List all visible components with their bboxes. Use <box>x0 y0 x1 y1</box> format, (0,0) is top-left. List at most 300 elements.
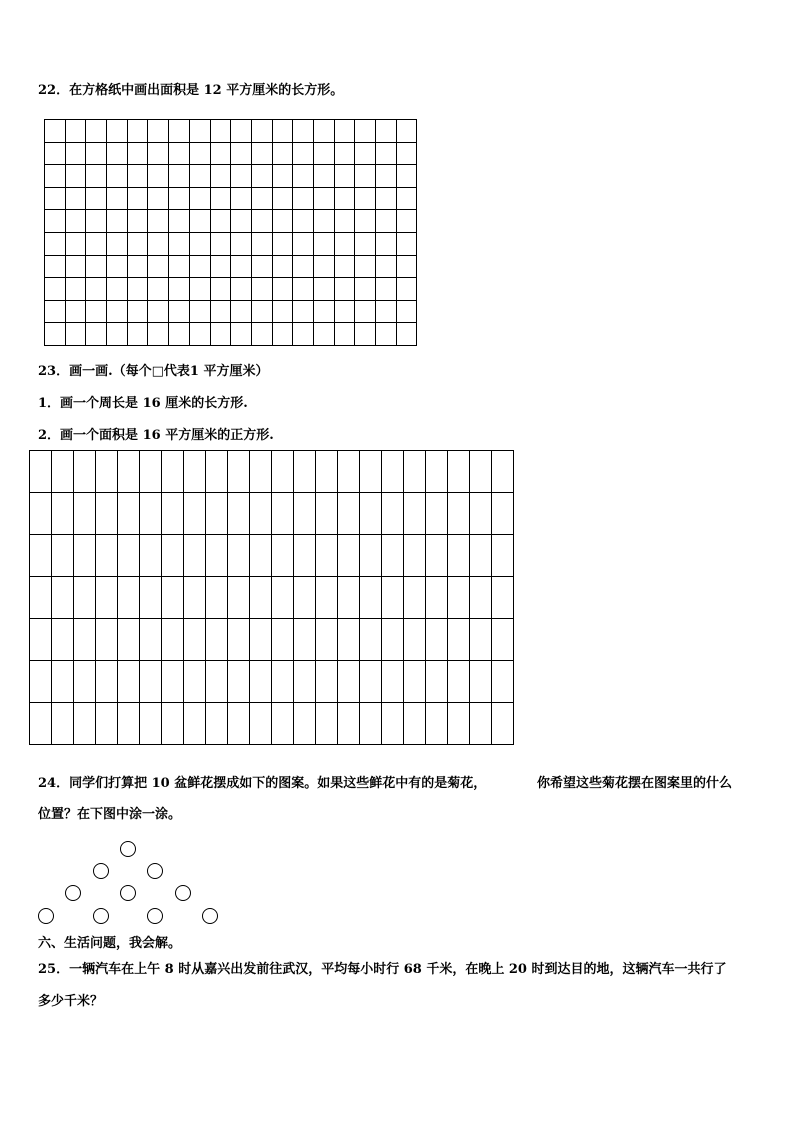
grid-cell[interactable] <box>293 300 314 323</box>
grid-cell[interactable] <box>86 278 107 301</box>
grid-cell[interactable] <box>334 165 355 188</box>
grid-cell[interactable] <box>360 535 382 577</box>
grid-cell[interactable] <box>140 577 162 619</box>
grid-cell[interactable] <box>272 255 293 278</box>
grid-cell[interactable] <box>107 120 128 143</box>
grid-cell[interactable] <box>376 187 397 210</box>
grid-cell[interactable] <box>96 577 118 619</box>
grid-cell[interactable] <box>45 165 66 188</box>
grid-cell[interactable] <box>140 619 162 661</box>
grid-cell[interactable] <box>184 619 206 661</box>
grid-cell[interactable] <box>251 300 272 323</box>
grid-cell[interactable] <box>396 300 417 323</box>
grid-cell[interactable] <box>334 120 355 143</box>
grid-cell[interactable] <box>189 232 210 255</box>
grid-cell[interactable] <box>210 165 231 188</box>
grid-cell[interactable] <box>210 210 231 233</box>
flower-pot-circle[interactable] <box>120 841 136 857</box>
grid-cell[interactable] <box>118 451 140 493</box>
grid-cell[interactable] <box>404 493 426 535</box>
grid-cell[interactable] <box>162 703 184 745</box>
grid-cell[interactable] <box>162 577 184 619</box>
grid-cell[interactable] <box>404 577 426 619</box>
grid-cell[interactable] <box>396 278 417 301</box>
grid-cell[interactable] <box>45 142 66 165</box>
grid-cell[interactable] <box>448 619 470 661</box>
grid-cell[interactable] <box>189 255 210 278</box>
grid-cell[interactable] <box>74 577 96 619</box>
grid-cell[interactable] <box>228 577 250 619</box>
grid-cell[interactable] <box>293 255 314 278</box>
grid-cell[interactable] <box>127 232 148 255</box>
grid-cell[interactable] <box>272 142 293 165</box>
grid-cell[interactable] <box>107 300 128 323</box>
grid-cell[interactable] <box>338 577 360 619</box>
grid-cell[interactable] <box>189 142 210 165</box>
grid-cell[interactable] <box>355 278 376 301</box>
flower-pot-circle[interactable] <box>147 908 163 924</box>
grid-cell[interactable] <box>334 142 355 165</box>
grid-cell[interactable] <box>360 619 382 661</box>
grid-cell[interactable] <box>470 493 492 535</box>
grid-cell[interactable] <box>169 210 190 233</box>
grid-cell[interactable] <box>313 323 334 346</box>
grid-cell[interactable] <box>118 703 140 745</box>
grid-cell[interactable] <box>316 661 338 703</box>
flower-pot-circle[interactable] <box>175 885 191 901</box>
grid-cell[interactable] <box>492 619 514 661</box>
grid-cell[interactable] <box>148 278 169 301</box>
grid-cell[interactable] <box>376 165 397 188</box>
grid-cell[interactable] <box>52 451 74 493</box>
flower-pot-circle[interactable] <box>147 863 163 879</box>
grid-cell[interactable] <box>316 451 338 493</box>
grid-cell[interactable] <box>118 619 140 661</box>
grid-cell[interactable] <box>492 493 514 535</box>
grid-cell[interactable] <box>96 661 118 703</box>
grid-cell[interactable] <box>470 619 492 661</box>
grid-cell[interactable] <box>355 255 376 278</box>
grid-cell[interactable] <box>294 535 316 577</box>
grid-cell[interactable] <box>250 577 272 619</box>
grid-cell[interactable] <box>360 661 382 703</box>
grid-cell[interactable] <box>272 300 293 323</box>
grid-cell[interactable] <box>251 323 272 346</box>
grid-cell[interactable] <box>184 451 206 493</box>
grid-cell[interactable] <box>448 493 470 535</box>
grid-cell[interactable] <box>294 493 316 535</box>
grid-cell[interactable] <box>189 165 210 188</box>
grid-cell[interactable] <box>355 165 376 188</box>
grid-cell[interactable] <box>360 451 382 493</box>
grid-cell[interactable] <box>52 703 74 745</box>
grid-cell[interactable] <box>294 661 316 703</box>
grid-cell[interactable] <box>210 232 231 255</box>
grid-cell[interactable] <box>448 703 470 745</box>
grid-cell[interactable] <box>272 619 294 661</box>
grid-cell[interactable] <box>313 210 334 233</box>
grid-cell[interactable] <box>65 278 86 301</box>
grid-cell[interactable] <box>184 493 206 535</box>
grid-cell[interactable] <box>272 210 293 233</box>
flower-pot-circle[interactable] <box>93 908 109 924</box>
grid-cell[interactable] <box>107 165 128 188</box>
grid-cell[interactable] <box>65 187 86 210</box>
grid-cell[interactable] <box>30 661 52 703</box>
grid-cell[interactable] <box>107 187 128 210</box>
grid-cell[interactable] <box>294 451 316 493</box>
grid-cell[interactable] <box>294 619 316 661</box>
grid-cell[interactable] <box>169 165 190 188</box>
grid-cell[interactable] <box>376 323 397 346</box>
grid-cell[interactable] <box>492 577 514 619</box>
grid-cell[interactable] <box>118 661 140 703</box>
grid-cell[interactable] <box>396 187 417 210</box>
grid-cell[interactable] <box>189 120 210 143</box>
grid-cell[interactable] <box>272 703 294 745</box>
grid-cell[interactable] <box>382 703 404 745</box>
grid-cell[interactable] <box>313 255 334 278</box>
grid-cell[interactable] <box>272 535 294 577</box>
grid-cell[interactable] <box>30 703 52 745</box>
grid-cell[interactable] <box>231 232 252 255</box>
grid-cell[interactable] <box>231 255 252 278</box>
grid-cell[interactable] <box>338 703 360 745</box>
grid-cell[interactable] <box>169 255 190 278</box>
grid-cell[interactable] <box>169 120 190 143</box>
grid-cell[interactable] <box>250 661 272 703</box>
grid-cell[interactable] <box>162 451 184 493</box>
grid-cell[interactable] <box>376 210 397 233</box>
grid-cell[interactable] <box>293 323 314 346</box>
grid-cell[interactable] <box>206 619 228 661</box>
grid-cell[interactable] <box>355 232 376 255</box>
grid-cell[interactable] <box>251 232 272 255</box>
grid-cell[interactable] <box>426 577 448 619</box>
grid-cell[interactable] <box>127 300 148 323</box>
grid-cell[interactable] <box>210 120 231 143</box>
grid-cell[interactable] <box>45 323 66 346</box>
grid-cell[interactable] <box>396 323 417 346</box>
grid-cell[interactable] <box>96 451 118 493</box>
grid-cell[interactable] <box>272 187 293 210</box>
grid-cell[interactable] <box>140 451 162 493</box>
grid-cell[interactable] <box>426 493 448 535</box>
grid-cell[interactable] <box>376 232 397 255</box>
grid-cell[interactable] <box>86 165 107 188</box>
grid-cell[interactable] <box>127 323 148 346</box>
grid-cell[interactable] <box>293 165 314 188</box>
grid-cell[interactable] <box>74 661 96 703</box>
grid-cell[interactable] <box>231 120 252 143</box>
grid-cell[interactable] <box>334 323 355 346</box>
grid-cell[interactable] <box>107 323 128 346</box>
grid-cell[interactable] <box>313 165 334 188</box>
grid-cell[interactable] <box>382 493 404 535</box>
grid-cell[interactable] <box>74 619 96 661</box>
grid-cell[interactable] <box>86 323 107 346</box>
grid-cell[interactable] <box>334 232 355 255</box>
grid-paper-23[interactable] <box>29 450 514 745</box>
grid-cell[interactable] <box>293 278 314 301</box>
grid-cell[interactable] <box>189 210 210 233</box>
grid-cell[interactable] <box>251 187 272 210</box>
grid-cell[interactable] <box>334 187 355 210</box>
grid-cell[interactable] <box>30 493 52 535</box>
grid-cell[interactable] <box>140 661 162 703</box>
grid-cell[interactable] <box>231 300 252 323</box>
grid-cell[interactable] <box>334 210 355 233</box>
grid-cell[interactable] <box>448 577 470 619</box>
grid-cell[interactable] <box>189 187 210 210</box>
grid-cell[interactable] <box>272 661 294 703</box>
grid-cell[interactable] <box>426 535 448 577</box>
grid-cell[interactable] <box>148 255 169 278</box>
grid-cell[interactable] <box>376 255 397 278</box>
grid-cell[interactable] <box>404 661 426 703</box>
grid-cell[interactable] <box>250 703 272 745</box>
grid-cell[interactable] <box>313 120 334 143</box>
grid-cell[interactable] <box>86 187 107 210</box>
grid-cell[interactable] <box>251 210 272 233</box>
grid-cell[interactable] <box>169 278 190 301</box>
grid-cell[interactable] <box>52 577 74 619</box>
grid-cell[interactable] <box>30 577 52 619</box>
grid-cell[interactable] <box>360 493 382 535</box>
grid-cell[interactable] <box>210 142 231 165</box>
grid-cell[interactable] <box>45 120 66 143</box>
grid-cell[interactable] <box>251 142 272 165</box>
grid-cell[interactable] <box>338 535 360 577</box>
grid-cell[interactable] <box>184 535 206 577</box>
grid-cell[interactable] <box>96 619 118 661</box>
grid-cell[interactable] <box>52 493 74 535</box>
grid-cell[interactable] <box>272 120 293 143</box>
grid-cell[interactable] <box>74 493 96 535</box>
grid-cell[interactable] <box>470 703 492 745</box>
grid-cell[interactable] <box>250 535 272 577</box>
grid-cell[interactable] <box>127 142 148 165</box>
grid-cell[interactable] <box>382 451 404 493</box>
grid-cell[interactable] <box>426 619 448 661</box>
grid-cell[interactable] <box>30 619 52 661</box>
flower-pot-circle[interactable] <box>65 885 81 901</box>
grid-cell[interactable] <box>313 187 334 210</box>
grid-cell[interactable] <box>313 142 334 165</box>
grid-cell[interactable] <box>272 493 294 535</box>
grid-cell[interactable] <box>251 120 272 143</box>
grid-cell[interactable] <box>492 451 514 493</box>
grid-cell[interactable] <box>228 619 250 661</box>
grid-cell[interactable] <box>293 210 314 233</box>
grid-cell[interactable] <box>206 661 228 703</box>
grid-cell[interactable] <box>127 187 148 210</box>
grid-cell[interactable] <box>148 187 169 210</box>
grid-cell[interactable] <box>107 278 128 301</box>
grid-cell[interactable] <box>45 187 66 210</box>
grid-cell[interactable] <box>52 661 74 703</box>
grid-paper-22[interactable] <box>44 119 417 346</box>
grid-cell[interactable] <box>313 300 334 323</box>
grid-cell[interactable] <box>426 661 448 703</box>
grid-cell[interactable] <box>492 703 514 745</box>
grid-cell[interactable] <box>396 165 417 188</box>
grid-cell[interactable] <box>355 210 376 233</box>
grid-cell[interactable] <box>313 278 334 301</box>
grid-cell[interactable] <box>65 165 86 188</box>
grid-cell[interactable] <box>316 577 338 619</box>
grid-cell[interactable] <box>65 255 86 278</box>
grid-cell[interactable] <box>316 493 338 535</box>
grid-cell[interactable] <box>231 165 252 188</box>
grid-cell[interactable] <box>65 120 86 143</box>
grid-cell[interactable] <box>74 535 96 577</box>
grid-cell[interactable] <box>65 323 86 346</box>
grid-cell[interactable] <box>45 210 66 233</box>
grid-cell[interactable] <box>65 232 86 255</box>
grid-cell[interactable] <box>404 619 426 661</box>
grid-cell[interactable] <box>396 210 417 233</box>
grid-cell[interactable] <box>338 661 360 703</box>
grid-cell[interactable] <box>127 278 148 301</box>
grid-cell[interactable] <box>74 451 96 493</box>
grid-cell[interactable] <box>293 187 314 210</box>
grid-cell[interactable] <box>189 323 210 346</box>
grid-cell[interactable] <box>148 210 169 233</box>
grid-cell[interactable] <box>251 278 272 301</box>
grid-cell[interactable] <box>210 278 231 301</box>
grid-cell[interactable] <box>338 493 360 535</box>
grid-cell[interactable] <box>231 323 252 346</box>
flower-pot-circle[interactable] <box>93 863 109 879</box>
grid-cell[interactable] <box>65 142 86 165</box>
grid-cell[interactable] <box>250 619 272 661</box>
grid-cell[interactable] <box>470 535 492 577</box>
grid-cell[interactable] <box>334 278 355 301</box>
grid-cell[interactable] <box>355 323 376 346</box>
grid-cell[interactable] <box>448 535 470 577</box>
grid-cell[interactable] <box>107 142 128 165</box>
grid-cell[interactable] <box>118 577 140 619</box>
grid-cell[interactable] <box>162 535 184 577</box>
grid-cell[interactable] <box>316 535 338 577</box>
grid-cell[interactable] <box>231 210 252 233</box>
grid-cell[interactable] <box>355 120 376 143</box>
grid-cell[interactable] <box>210 300 231 323</box>
grid-cell[interactable] <box>127 210 148 233</box>
grid-cell[interactable] <box>396 232 417 255</box>
grid-cell[interactable] <box>376 278 397 301</box>
grid-cell[interactable] <box>52 535 74 577</box>
grid-cell[interactable] <box>162 493 184 535</box>
flower-pot-circle[interactable] <box>202 908 218 924</box>
grid-cell[interactable] <box>169 232 190 255</box>
grid-cell[interactable] <box>334 255 355 278</box>
grid-cell[interactable] <box>250 451 272 493</box>
grid-cell[interactable] <box>148 232 169 255</box>
grid-cell[interactable] <box>338 619 360 661</box>
grid-cell[interactable] <box>448 661 470 703</box>
grid-cell[interactable] <box>127 120 148 143</box>
grid-cell[interactable] <box>148 300 169 323</box>
grid-cell[interactable] <box>169 187 190 210</box>
grid-cell[interactable] <box>355 187 376 210</box>
grid-cell[interactable] <box>148 165 169 188</box>
grid-cell[interactable] <box>316 703 338 745</box>
grid-cell[interactable] <box>206 493 228 535</box>
flower-pot-circle[interactable] <box>120 885 136 901</box>
grid-cell[interactable] <box>74 703 96 745</box>
grid-cell[interactable] <box>162 661 184 703</box>
grid-cell[interactable] <box>140 703 162 745</box>
grid-cell[interactable] <box>96 703 118 745</box>
grid-cell[interactable] <box>30 451 52 493</box>
grid-cell[interactable] <box>86 255 107 278</box>
grid-cell[interactable] <box>396 120 417 143</box>
grid-cell[interactable] <box>107 255 128 278</box>
grid-cell[interactable] <box>45 255 66 278</box>
grid-cell[interactable] <box>210 187 231 210</box>
grid-cell[interactable] <box>189 300 210 323</box>
grid-cell[interactable] <box>189 278 210 301</box>
grid-cell[interactable] <box>86 210 107 233</box>
grid-cell[interactable] <box>293 232 314 255</box>
grid-cell[interactable] <box>162 619 184 661</box>
grid-cell[interactable] <box>293 120 314 143</box>
grid-cell[interactable] <box>376 120 397 143</box>
grid-cell[interactable] <box>148 120 169 143</box>
grid-cell[interactable] <box>272 577 294 619</box>
grid-cell[interactable] <box>86 232 107 255</box>
grid-cell[interactable] <box>140 493 162 535</box>
grid-cell[interactable] <box>86 120 107 143</box>
grid-cell[interactable] <box>338 451 360 493</box>
grid-cell[interactable] <box>360 703 382 745</box>
flower-pot-circle[interactable] <box>38 908 54 924</box>
grid-cell[interactable] <box>118 493 140 535</box>
grid-cell[interactable] <box>355 300 376 323</box>
grid-cell[interactable] <box>206 703 228 745</box>
grid-cell[interactable] <box>169 142 190 165</box>
grid-cell[interactable] <box>360 577 382 619</box>
grid-cell[interactable] <box>148 323 169 346</box>
grid-cell[interactable] <box>86 300 107 323</box>
grid-cell[interactable] <box>294 577 316 619</box>
grid-cell[interactable] <box>492 535 514 577</box>
grid-cell[interactable] <box>86 142 107 165</box>
grid-cell[interactable] <box>231 142 252 165</box>
grid-cell[interactable] <box>184 577 206 619</box>
grid-cell[interactable] <box>404 703 426 745</box>
grid-cell[interactable] <box>382 619 404 661</box>
grid-cell[interactable] <box>206 577 228 619</box>
grid-cell[interactable] <box>396 255 417 278</box>
grid-cell[interactable] <box>376 142 397 165</box>
grid-cell[interactable] <box>169 300 190 323</box>
grid-cell[interactable] <box>107 210 128 233</box>
grid-cell[interactable] <box>231 187 252 210</box>
grid-cell[interactable] <box>470 577 492 619</box>
grid-cell[interactable] <box>382 577 404 619</box>
grid-cell[interactable] <box>30 535 52 577</box>
grid-cell[interactable] <box>231 278 252 301</box>
grid-cell[interactable] <box>148 142 169 165</box>
grid-cell[interactable] <box>404 451 426 493</box>
grid-cell[interactable] <box>294 703 316 745</box>
grid-cell[interactable] <box>206 451 228 493</box>
grid-cell[interactable] <box>396 142 417 165</box>
grid-cell[interactable] <box>426 703 448 745</box>
